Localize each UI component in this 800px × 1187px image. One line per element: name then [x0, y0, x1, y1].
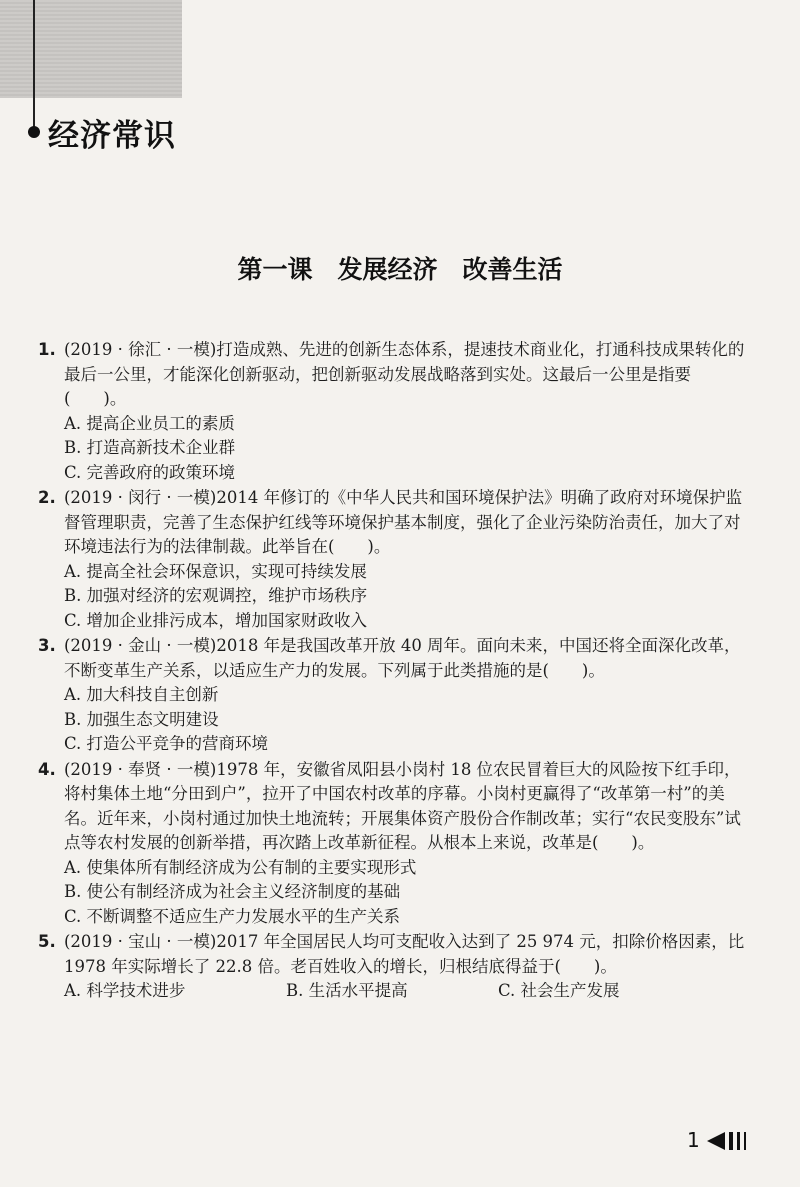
option-a: A. 提高企业员工的素质 — [64, 413, 235, 433]
option-b: B. 打造高新技术企业群 — [64, 438, 236, 457]
question-stem: (2019 · 奉贤 · 一模)1978 年，安徽省凤阳县小岗村 18 位农民冒着巨大的风险按下红手印，将村集体土地“分田到户”，拉开了中国农村改革的序幕。小岗村更赢得了“改革第一村”的美名。近年来，小岗村通过加快土地流转；开展集体资产股份合作制改革；实行“农民变股东”试点等农村发展的创新举措，再次踏上改革新征程。从根本上来说，改革是( )。 — [64, 759, 741, 852]
section-title: 经济常识 — [48, 118, 176, 154]
question-stem: (2019 · 闵行 · 一模)2014 年修订的《中华人民共和国环境保护法》明确了政府对环境保护监督管理职责，完善了生态保护红线等环境保护基本制度，强化了企业污染防治责任，加大了对环境违法行为的法律制裁。此举旨在( )。 — [64, 488, 743, 556]
question-number: 2. — [38, 488, 56, 507]
option-b: B. 加强对经济的宏观调控，维护市场秩序 — [64, 586, 368, 605]
page-arrow-icon — [707, 1130, 757, 1152]
options-row — [38, 979, 750, 1004]
option-a: A. 加大科技自主创新 — [64, 685, 219, 704]
option-c: C. 社会生产发展 — [498, 981, 620, 1000]
question-stem: (2019 · 徐汇 · 一模)打造成熟、先进的创新生态体系，提速技术商业化，打通科技成果转化的最后一公里，才能深化创新驱动，把创新驱动发展战略落到实处。这最后一公里是指要( )。 — [64, 340, 745, 408]
question-number: 4. — [38, 759, 56, 779]
question-4 — [38, 758, 750, 930]
option-c: C. 增加企业排污成本，增加国家财政收入 — [64, 610, 368, 630]
option-b: B. 生活水平提高 — [286, 981, 408, 1000]
header-decoration — [0, 0, 182, 98]
option-a: A. 使集体所有制经济成为公有制的主要实现形式 — [64, 857, 417, 877]
question-5 — [38, 930, 750, 1004]
lesson-title: 第一课 发展经济 改善生活 — [237, 255, 563, 284]
question-stem: (2019 · 宝山 · 一模)2017 年全国居民人均可支配收入达到了 25 974 元，扣除价格因素，比 1978 年实际增长了 22.8 倍。老百姓收入的增长，归根结底得益于( )。 — [64, 932, 745, 976]
option-c: C. 完善政府的政策环境 — [64, 462, 236, 482]
question-1 — [38, 338, 750, 485]
question-2 — [38, 486, 750, 633]
question-list — [38, 338, 750, 1005]
section-marker-dot — [28, 126, 40, 138]
option-a: A. 科学技术进步 — [64, 981, 186, 1000]
option-a: A. 提高全社会环保意识，实现可持续发展 — [64, 561, 367, 581]
option-c: C. 打造公平竞争的营商环境 — [64, 734, 269, 753]
question-number: 5. — [38, 932, 56, 951]
question-number: 1. — [38, 340, 56, 359]
question-number: 3. — [38, 636, 56, 655]
question-3 — [38, 634, 750, 757]
page-number: 1 — [687, 1128, 700, 1152]
option-b: B. 加强生态文明建设 — [64, 709, 219, 729]
option-b: B. 使公有制经济成为社会主义经济制度的基础 — [64, 882, 401, 901]
question-stem: (2019 · 金山 · 一模)2018 年是我国改革开放 40 周年。面向未来，中国还将全面深化改革，不断变革生产关系，以适应生产力的发展。下列属于此类措施的是( )。 — [64, 636, 741, 680]
section-marker-line — [33, 0, 35, 132]
option-c: C. 不断调整不适应生产力发展水平的生产关系 — [64, 906, 401, 926]
